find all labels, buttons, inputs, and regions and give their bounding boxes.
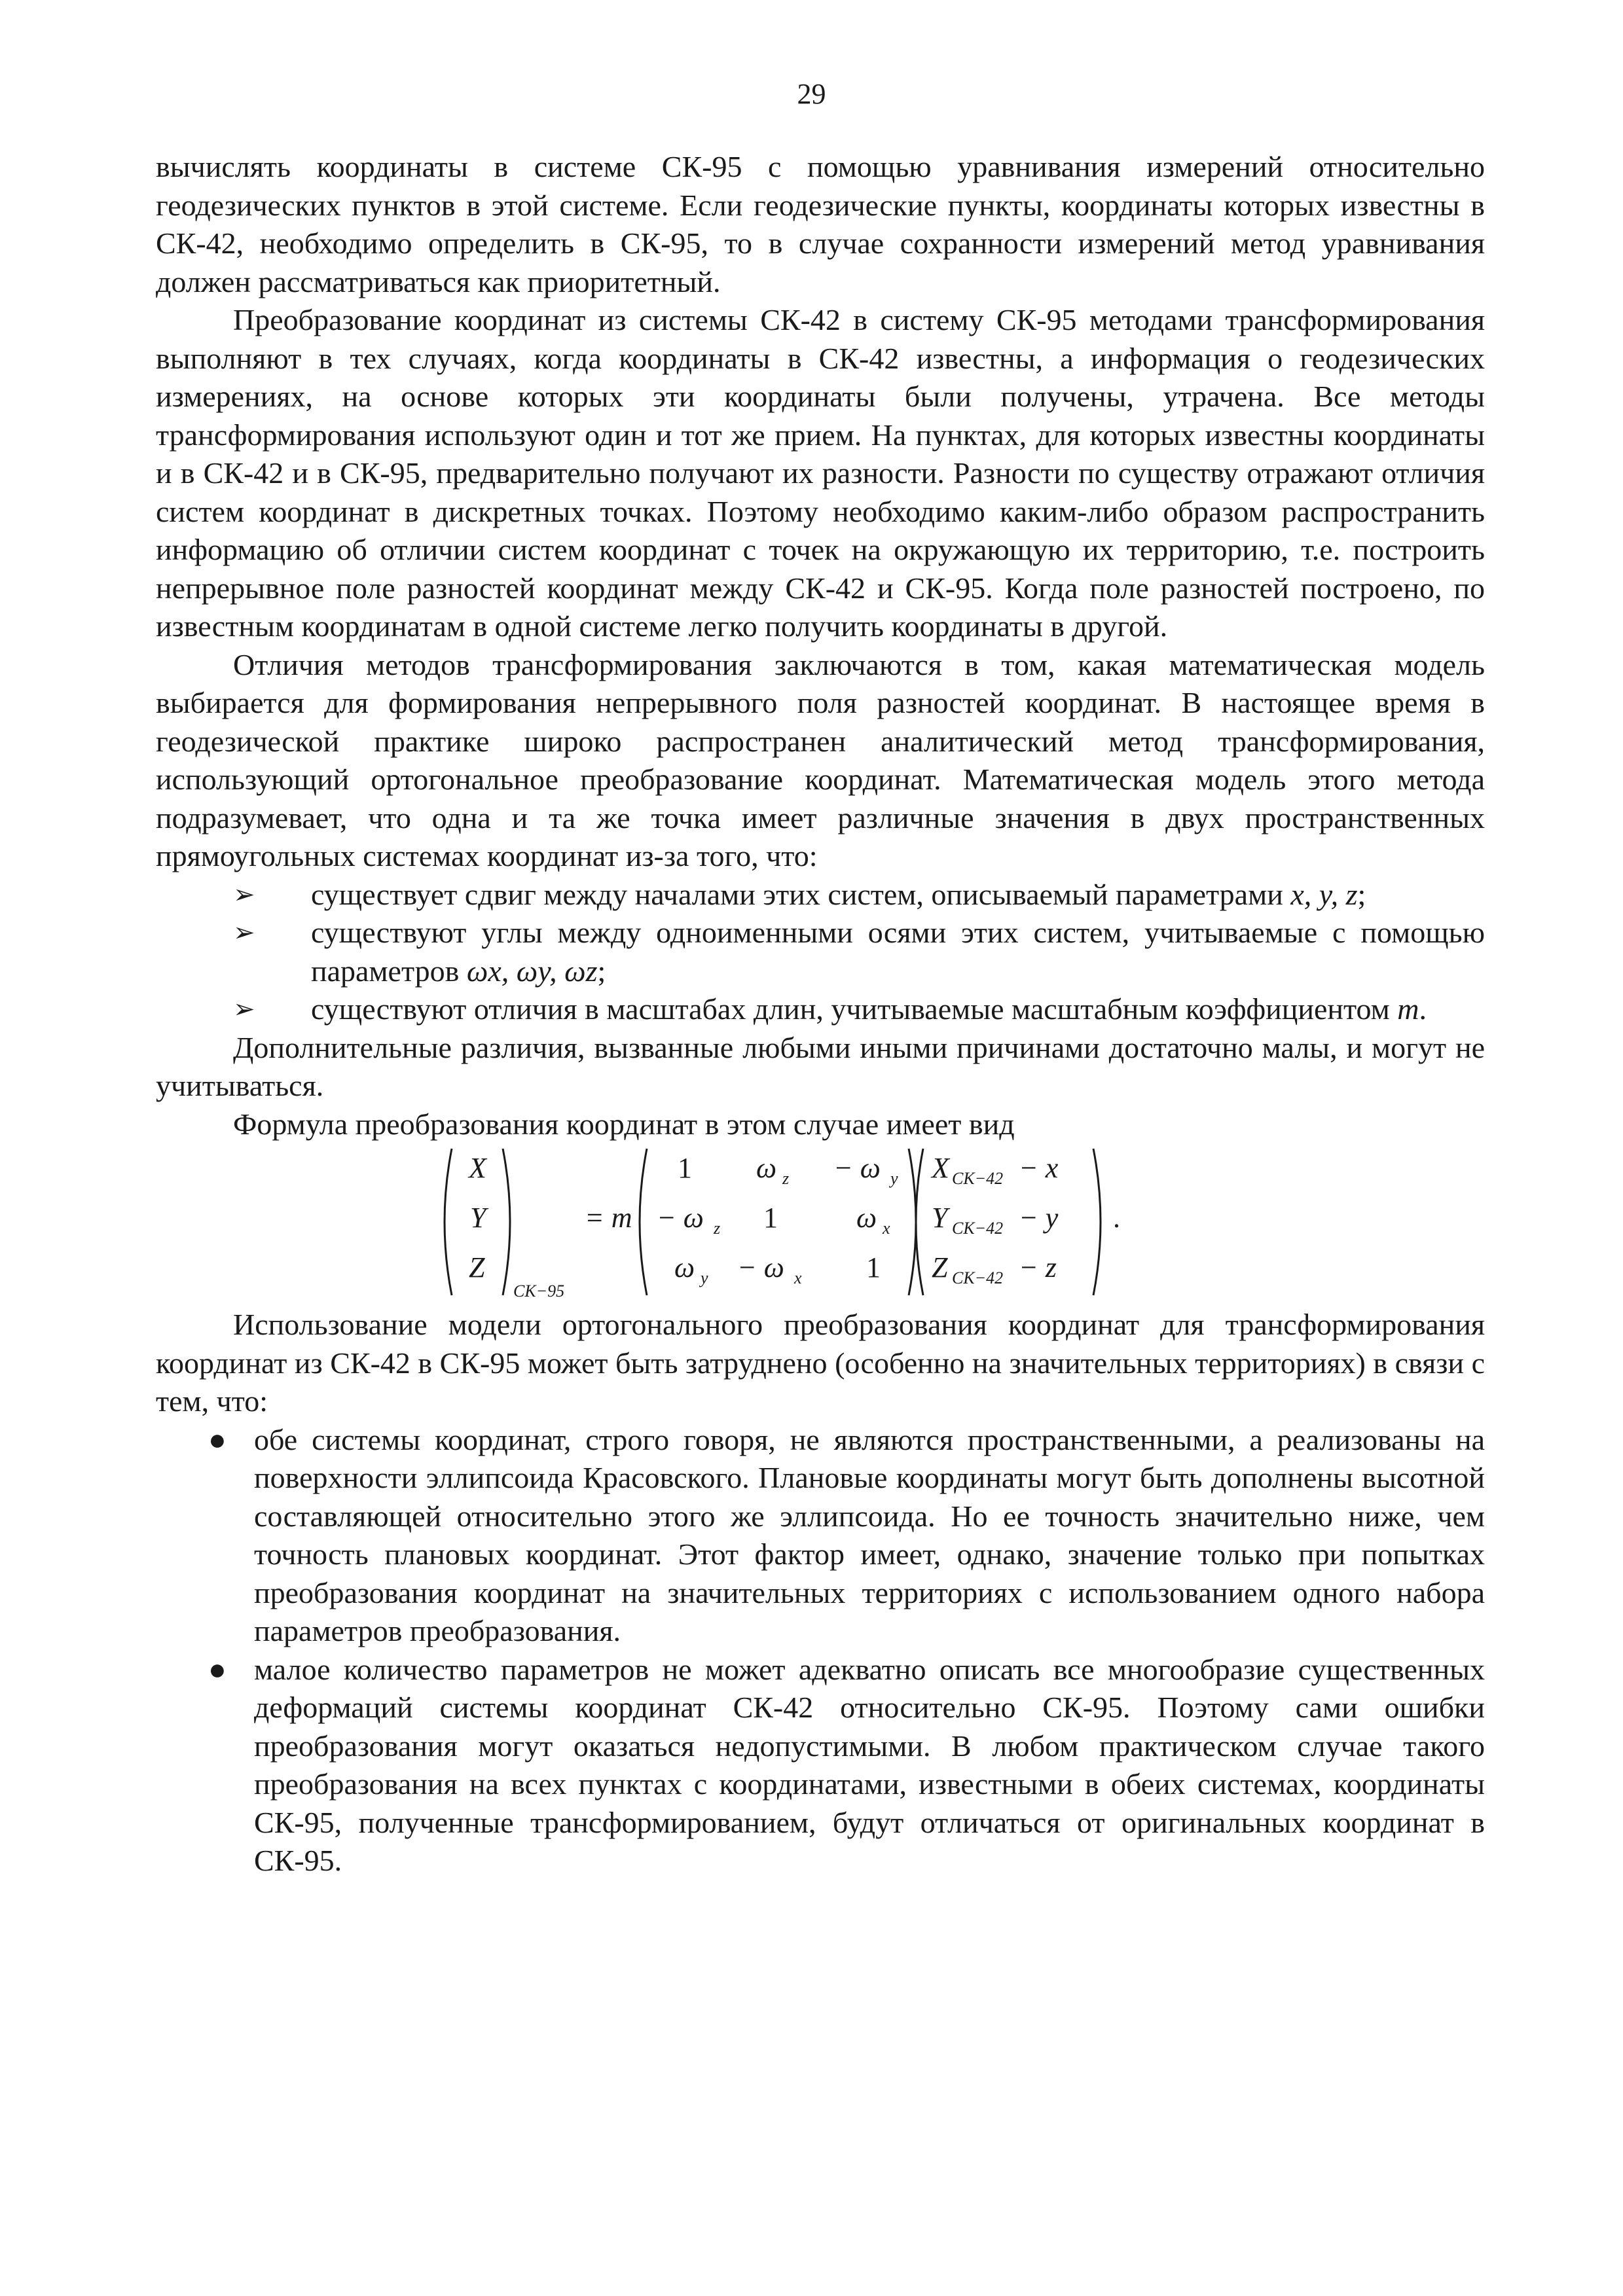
m33: 1 bbox=[866, 1251, 881, 1283]
arrow-bullet-icon: ➢ bbox=[233, 994, 255, 1024]
bullet-dot-icon: ● bbox=[208, 1422, 227, 1456]
equals-m: = m bbox=[585, 1202, 632, 1234]
document-body bbox=[156, 148, 1485, 1880]
m32: − ω bbox=[737, 1251, 784, 1283]
lhs-x: X bbox=[469, 1152, 486, 1184]
paragraph-6: Использование модели ортогонального преобразования координат для трансформирования координат из СК-42 в СК-95 может быть затруднено (особенно на значительных территориях) в связи с тем, что: bbox=[156, 1308, 1485, 1418]
rhs-x: X bbox=[932, 1152, 949, 1184]
arrow-list-item bbox=[156, 876, 1485, 914]
scale-param: m bbox=[1397, 992, 1419, 1026]
rhs-x-sub: СК−42 bbox=[952, 1169, 1004, 1188]
formula-svg bbox=[156, 1143, 1485, 1306]
paragraph-3: Отличия методов трансформирования заключаются в том, какая математическая модель выбирается для формирования непрерывного поля разностей координат. В настоящее время в геодезической практике широко распространен аналитический метод трансформирования, использующий ортогональное преобразование координат. Математическая модель этого метода подразумевает, что одна и та же точка имеет различные значения в двух пространственных прямоугольных системах координат из-за того, что: bbox=[156, 647, 1485, 872]
bullet-list-item bbox=[156, 1651, 1485, 1880]
rhs-z: Z bbox=[932, 1251, 948, 1283]
rhs-y-minus: − y bbox=[1019, 1202, 1059, 1234]
m31: ω bbox=[674, 1251, 695, 1283]
m21-sub: z bbox=[714, 1219, 721, 1238]
m13-sub: y bbox=[890, 1169, 898, 1188]
bullet-list bbox=[156, 1421, 1485, 1880]
page-number: 29 bbox=[797, 78, 826, 110]
rhs-z-minus: − z bbox=[1019, 1251, 1057, 1283]
m12: ω bbox=[756, 1152, 777, 1184]
bullet-dot-icon: ● bbox=[208, 1652, 227, 1686]
m23-sub: x bbox=[883, 1219, 890, 1238]
arrow-list-item bbox=[156, 914, 1485, 990]
m32-sub: x bbox=[794, 1268, 802, 1287]
rhs-y-sub: СК−42 bbox=[952, 1219, 1004, 1238]
bullet-item-text: обе системы координат, строго говоря, не являются пространственными, а реализованы на поверхности эллипсоида Красовского. Плановые координаты могут быть дополнены высотной составляющей относительно этого же эллипсоида. Но ее точность значительно ниже, чем точность плановых координат. Этот фактор имеет, однако, значение только при попытках преобразования координат на значительных территориях с использованием одного набора параметров преобразования. bbox=[254, 1422, 1485, 1647]
bullet-item-text: малое количество параметров не может адекватно описать все многообразие существенных деформаций системы координат СК-42 относительно СК-95. Поэтому сами ошибки преобразования могут оказаться недопустимыми. В любом практическом случае такого преобразования на всех пунктах с координатами, известными в обеих системах, координаты СК-95, полученные трансформированием, будут отличаться от оригинальных координат в СК-95. bbox=[254, 1652, 1485, 1877]
rotation-params: ωx, ωy, ωz bbox=[466, 954, 598, 988]
bullet-list-item bbox=[156, 1421, 1485, 1651]
punct: ; bbox=[597, 954, 606, 988]
arrow-list-item bbox=[156, 990, 1485, 1029]
paragraph-1: вычислять координаты в системе СК-95 с помощью уравнивания измерений относительно геодезических пунктов в этой системе. Если геодезические пункты, координаты которых известны в СК-42, необходимо определить в СК-95, то в случае сохранности измерений метод уравнивания должен рассматриваться как приоритетный. bbox=[156, 150, 1485, 298]
rhs-y: Y bbox=[932, 1202, 948, 1234]
paragraph-2: Преобразование координат из системы СК-42 в систему СК-95 методами трансформирования выполняют в тех случаях, когда координаты в СК-42 известны, а информация о геодезических измерениях, на основе которых эти координаты были получены, утрачена. Все методы трансформирования используют один и тот же прием. На пунктах, для которых известны координаты и в СК-42 и в СК-95, предварительно получают их разности. Разности по существу отражают отличия систем координат в дискретных точках. Поэтому необходимо каким-либо образом распространить информацию об отличии систем координат с точек на окружающую их территорию, т.е. построить непрерывное поле разностей координат между СК-42 и СК-95. Когда поле разностей построено, по известным координатам в одной системе легко получить координаты в другой. bbox=[156, 303, 1485, 643]
m11: 1 bbox=[678, 1152, 692, 1184]
paragraph-4: Дополнительные различия, вызванные любыми иными причинами достаточно малы, и могут не учитываться. bbox=[156, 1030, 1485, 1102]
rhs-z-sub: СК−42 bbox=[952, 1268, 1004, 1287]
arrow-list bbox=[156, 876, 1485, 1029]
rhs-x-minus: − x bbox=[1019, 1152, 1059, 1184]
lhs-z: Z bbox=[469, 1251, 485, 1283]
arrow-item-text: существует сдвиг между началами этих систем, описываемый параметрами bbox=[311, 877, 1291, 911]
punct: . bbox=[1419, 992, 1427, 1026]
arrow-bullet-icon: ➢ bbox=[233, 918, 255, 948]
m23: ω bbox=[856, 1202, 877, 1234]
m12-sub: z bbox=[782, 1169, 790, 1188]
m21: − ω bbox=[657, 1202, 704, 1234]
lhs-subscript: СК−95 bbox=[513, 1282, 565, 1300]
arrow-item-text: существуют отличия в масштабах длин, учитываемые масштабным коэффициентом bbox=[311, 992, 1398, 1026]
m31-sub: y bbox=[701, 1268, 708, 1287]
lhs-y: Y bbox=[470, 1202, 486, 1234]
formula-end-period: . bbox=[1113, 1202, 1120, 1234]
punct: ; bbox=[1357, 877, 1366, 911]
paragraph-5: Формула преобразования координат в этом случае имеет вид bbox=[233, 1107, 1015, 1141]
m13: − ω bbox=[833, 1152, 881, 1184]
arrow-bullet-icon: ➢ bbox=[233, 879, 255, 910]
arrow-item-text: существуют углы между одноименными осями этих систем, учитываемые с помощью параметров bbox=[311, 916, 1485, 988]
m22: 1 bbox=[763, 1202, 778, 1234]
shift-params: x, y, z bbox=[1290, 877, 1358, 911]
transformation-formula bbox=[156, 1143, 1485, 1306]
